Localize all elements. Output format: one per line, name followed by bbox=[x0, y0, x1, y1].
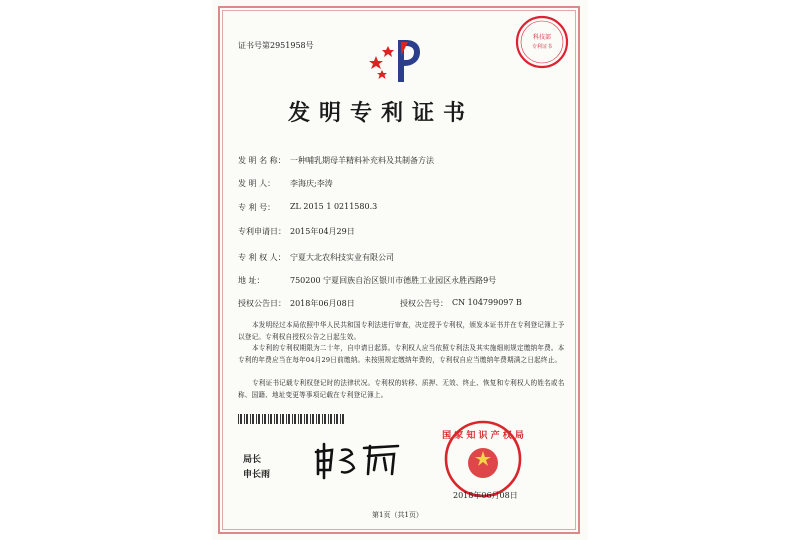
patent-number-label: 专 利 号： bbox=[238, 203, 276, 212]
address-value: 750200 宁夏回族自治区银川市德胜工业园区永胜西路9号 bbox=[290, 276, 497, 285]
address-label: 地 址： bbox=[238, 276, 265, 285]
seal-date: 2018年06月08日 bbox=[453, 491, 518, 500]
body-paragraph: 本专利的专利权期限为二十年，自申请日起算。专利权人应当依照专利法及其实施细则规定缴纳年费。本专利的年费应当在每年04月29日前缴纳。未按照规定缴纳年费的，专利权自应当缴纳年费期满之日起终止。 bbox=[238, 344, 565, 364]
svg-text:专利证书: 专利证书 bbox=[531, 44, 553, 50]
patent-office-logo-icon bbox=[368, 36, 424, 86]
director-name: 申长雨 bbox=[243, 470, 271, 480]
grant-number-value: CN 104799097 B bbox=[452, 298, 522, 307]
body-paragraph: 专利证书记载专利权登记时的法律状况。专利权的转移、质押、无效、终止、恢复和专利权人的姓名或名称、国籍、地址变更等事项记载在专利登记簿上。 bbox=[238, 379, 565, 399]
page-footer: 第1页（共1页） bbox=[372, 511, 423, 519]
official-seal-icon bbox=[438, 418, 528, 500]
director-signature bbox=[312, 440, 404, 480]
invention-name-value: 一种哺乳期母羊精料补充料及其制备方法 bbox=[290, 156, 434, 165]
body-paragraph: 本发明经过本局依照中华人民共和国专利法进行审查，决定授予专利权，颁发本证书并在专利登记簿上予以登记。专利权自授权公告之日起生效。 bbox=[238, 321, 565, 341]
inventor-label: 发 明 人： bbox=[238, 179, 276, 188]
patentee-label: 专 利 权 人： bbox=[238, 253, 286, 262]
svg-text:科技部: 科技部 bbox=[532, 34, 552, 41]
grant-date-value: 2018年06月08日 bbox=[290, 299, 355, 308]
inventor-value: 李海庆;李涛 bbox=[290, 179, 333, 188]
certificate-title: 发明专利证书 bbox=[288, 100, 475, 126]
grant-number-label: 授权公告号： bbox=[400, 299, 448, 308]
filing-date-label: 专利申请日： bbox=[238, 227, 286, 236]
patent-number-value: ZL 2015 1 0211580.3 bbox=[290, 202, 378, 211]
grant-date-label: 授权公告日： bbox=[238, 299, 286, 308]
company-stamp-icon bbox=[514, 14, 570, 70]
svg-text:国 家 知 识 产 权 局: 国 家 知 识 产 权 局 bbox=[442, 431, 524, 441]
director-title: 局长 bbox=[243, 455, 262, 465]
filing-date-value: 2015年04月29日 bbox=[290, 227, 355, 236]
patentee-value: 宁夏大北农科技实业有限公司 bbox=[290, 253, 394, 262]
invention-name-label: 发 明 名 称： bbox=[238, 156, 286, 165]
barcode bbox=[238, 414, 344, 424]
certificate-number: 证书号第2951958号 bbox=[238, 41, 314, 50]
